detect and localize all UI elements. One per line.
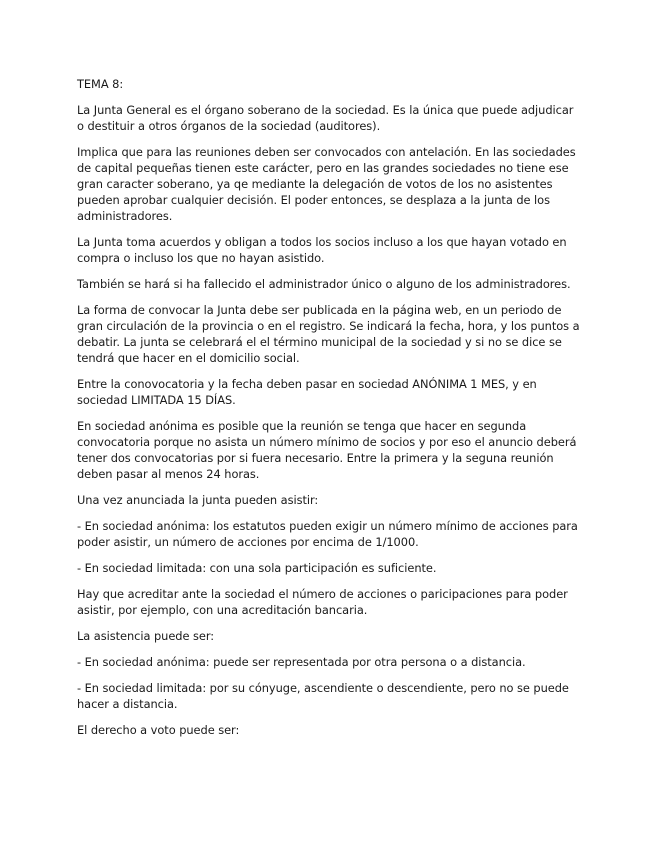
document-title: TEMA 8: [77, 77, 124, 91]
paragraph-acuerdos: La Junta toma acuerdos y obligan a todos los socios incluso a los que hayan votado en compra o incluso los que no hayan asistido. [77, 235, 567, 265]
paragraph-asistencia-anonima: - En sociedad anónima: puede ser representada por otra persona o a distancia. [77, 655, 526, 669]
paragraph-asistencia-intro: La asistencia puede ser: [77, 629, 215, 643]
paragraph-asistencia-limitada: - En sociedad limitada: por su cónyuge, ascendiente o descendiente, pero no se puede hacer a distancia. [77, 681, 569, 711]
paragraph-asistir-intro: Una vez anunciada la junta pueden asistir: [77, 493, 319, 507]
paragraph-derecho-voto: El derecho a voto puede ser: [77, 723, 240, 737]
paragraph-asistir-anonima: - En sociedad anónima: los estatutos pueden exigir un número mínimo de acciones para poder asistir, un número de acciones por encima de 1/1000. [77, 519, 578, 549]
paragraph-fallecimiento: También se hará si ha fallecido el administrador único o alguno de los administradores. [77, 277, 571, 291]
paragraph-convocatoria-antelacion: Implica que para las reuniones deben ser convocados con antelación. En las sociedades de capital pequeñas tienen este carácter, pero en las grandes sociedades no tiene ese gran caracter soberano, ya qe mediante la delegación de votos de los no asistentes pueden aprobar cualquier decisión. El poder entonces, se desplaza a la junta de los administradores. [77, 145, 576, 223]
document-page [77, 76, 582, 748]
paragraph-forma-convocar: La forma de convocar la Junta debe ser publicada en la página web, en un periodo de gran circulación de la provincia o en el registro. Se indicará la fecha, hora, y los puntos a debatir. La junta se celebrará el el término municipal de la sociedad y si no se dice se tendrá que hacer en el domicilio social. [77, 303, 580, 365]
paragraph-plazos: Entre la conovocatoria y la fecha deben pasar en sociedad ANÓNIMA 1 MES, y en sociedad LIMITADA 15 DÍAS. [77, 377, 537, 407]
paragraph-junta-general: La Junta General es el órgano soberano de la sociedad. Es la única que puede adjudicar o destituir a otros órganos de la sociedad (auditores). [77, 103, 574, 133]
paragraph-acreditar: Hay que acreditar ante la sociedad el número de acciones o paricipaciones para poder asistir, por ejemplo, con una acreditación bancaria. [77, 587, 568, 617]
paragraph-segunda-convocatoria: En sociedad anónima es posible que la reunión se tenga que hacer en segunda convocatoria porque no asista un número mínimo de socios y por eso el anuncio deberá tener dos convocatorias por si fuera necesario. Entre la primera y la seguna reunión deben pasar al menos 24 horas. [77, 419, 577, 481]
paragraph-asistir-limitada: - En sociedad limitada: con una sola participación es suficiente. [77, 561, 437, 575]
